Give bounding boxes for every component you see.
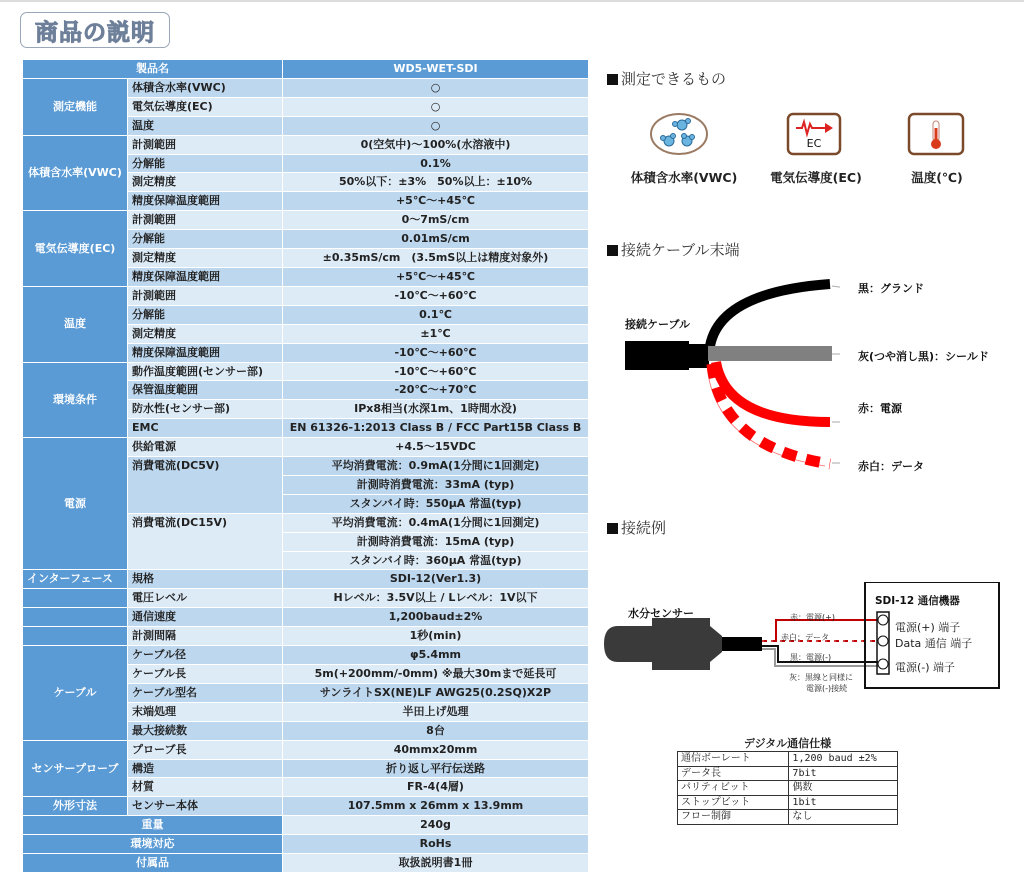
comm-label: データ長 (678, 766, 789, 781)
table-row (23, 646, 589, 665)
measurable-label-vwc: 体積含水率(VWC) (630, 170, 738, 185)
item-cell: ケーブル型名 (128, 683, 283, 702)
category-cell: センサープローブ (23, 740, 128, 797)
category-cell: 環境条件 (23, 362, 128, 438)
category-cell (23, 589, 128, 608)
item-cell: 保管温度範囲 (128, 381, 283, 400)
value-cell: ○ (283, 78, 589, 97)
item-cell: 分解能 (128, 305, 283, 324)
category-cell (23, 608, 128, 627)
category-cell: 測定機能 (23, 78, 128, 135)
item-cell: 計測間隔 (128, 627, 283, 646)
value-cell: 1秒(min) (283, 627, 589, 646)
spec-header-row (23, 60, 589, 79)
category-cell: 体積含水率(VWC) (23, 135, 128, 211)
measurable-label-ec: 電気伝導度(EC) (770, 170, 862, 185)
water-molecules-icon (649, 112, 709, 160)
item-cell: 計測範囲 (128, 135, 283, 154)
value-cell: 計測時消費電流：15mA (typ) (283, 532, 589, 551)
value-cell: 0.1% (283, 154, 589, 173)
value-cell: 平均消費電流：0.9mA(1分間に1回測定) (283, 457, 589, 476)
comm-value: なし (789, 810, 898, 825)
wire-label-black-ground: 黒：電源(-) (790, 653, 832, 662)
value-cell: +4.5～15VDC (283, 438, 589, 457)
ec-signal-icon (786, 112, 842, 160)
thermometer-icon (907, 112, 965, 160)
value-cell: SDI-12(Ver1.3) (283, 570, 589, 589)
category-cell: ケーブル (23, 646, 128, 741)
table-row (23, 570, 589, 589)
value-cell: -10℃～+60℃ (283, 343, 589, 362)
measurable-label-temp: 温度(℃) (911, 170, 963, 185)
category-cell: 外形寸法 (23, 797, 128, 816)
item-cell: 通信速度 (128, 608, 283, 627)
value-cell: -10℃～+60℃ (283, 362, 589, 381)
measurable-heading: 測定できるもの (607, 68, 726, 89)
footer-label-cell: 重量 (23, 816, 283, 835)
item-cell: 精度保障温度範囲 (128, 192, 283, 211)
value-cell: 40mmx20mm (283, 740, 589, 759)
item-cell: 測定精度 (128, 173, 283, 192)
item-cell: 体積含水率(VWC) (128, 78, 283, 97)
table-row (23, 362, 589, 381)
value-cell: -10℃～+60℃ (283, 286, 589, 305)
spec-table (22, 59, 589, 873)
comm-row (678, 795, 898, 810)
value-cell: 5m(+200mm/-0mm) ※最大30mまで延長可 (283, 665, 589, 684)
item-cell: 計測範囲 (128, 286, 283, 305)
value-cell: +5℃～+45℃ (283, 267, 589, 286)
value-cell: ±1℃ (283, 324, 589, 343)
connection-heading: 接続例 (607, 517, 666, 538)
value-cell: ○ (283, 97, 589, 116)
value-cell: FR-4(4層) (283, 778, 589, 797)
item-cell: 分解能 (128, 230, 283, 249)
item-cell: 電圧レベル (128, 589, 283, 608)
comm-label: パリティビット (678, 781, 789, 796)
value-cell: 8台 (283, 721, 589, 740)
wire-label-data: 赤白：データ (781, 633, 829, 642)
square-bullet-icon (607, 523, 618, 534)
product-name-value: WD5-WET-SDI (283, 60, 589, 79)
value-cell: RoHs (283, 835, 589, 854)
value-cell: EN 61326-1:2013 Class B / FCC Part15B Class B (283, 419, 589, 438)
cable-label: 接続ケーブル (625, 318, 691, 331)
comm-label: 通信ボーレート (678, 752, 789, 767)
comm-row (678, 810, 898, 825)
value-cell: 取扱説明書1冊 (283, 854, 589, 873)
table-row (23, 608, 589, 627)
product-name-label: 製品名 (23, 60, 283, 79)
value-cell: 240g (283, 816, 589, 835)
item-cell: 電気伝導度(EC) (128, 97, 283, 116)
item-cell: ケーブル径 (128, 646, 283, 665)
wire-label-red: 赤：電源 (858, 402, 902, 415)
comm-row (678, 766, 898, 781)
cable-end-diagram (600, 272, 840, 486)
item-cell: 規格 (128, 570, 283, 589)
item-cell: EMC (128, 419, 283, 438)
value-cell: 0～7mS/cm (283, 211, 589, 230)
item-cell: 防水性(センサー部) (128, 400, 283, 419)
item-cell: 最大接続数 (128, 721, 283, 740)
footer-label-cell: 環境対応 (23, 835, 283, 854)
item-cell: 測定精度 (128, 324, 283, 343)
table-row (23, 797, 589, 816)
value-cell: IPx8相当(水深1m、1時間水没) (283, 400, 589, 419)
svg-text:EC: EC (806, 137, 822, 150)
item-cell: 消費電流(DC15V) (128, 513, 283, 570)
item-cell: 計測範囲 (128, 211, 283, 230)
footer-label-cell: 付属品 (23, 854, 283, 873)
item-cell: プローブ長 (128, 740, 283, 759)
table-row (23, 740, 589, 759)
page-title-box (20, 12, 170, 48)
wire-label-gray-line1: 灰：黒線と同様に (789, 673, 853, 682)
wire-label-gray-line2: 電源(-)接続 (806, 684, 848, 693)
value-cell: 0.01mS/cm (283, 230, 589, 249)
item-cell: ケーブル長 (128, 665, 283, 684)
wire-label-red-power: 赤：電源(+) (790, 613, 835, 622)
item-cell: センサー本体 (128, 797, 283, 816)
value-cell: 0.1℃ (283, 305, 589, 324)
item-cell: 分解能 (128, 154, 283, 173)
terminal-data: Data 通信 端子 (895, 637, 973, 650)
table-row (23, 816, 589, 835)
value-cell: サンライトSX(NE)LF AWG25(0.2SQ)X2P (283, 683, 589, 702)
page-title: 商品の説明 (35, 19, 155, 46)
cable-end-heading: 接続ケーブル末端 (607, 239, 740, 260)
table-row (23, 627, 589, 646)
wire-label-red-white: 赤白：データ (858, 460, 924, 473)
value-cell: 0(空気中)～100%(水溶液中) (283, 135, 589, 154)
value-cell: -20℃～+70℃ (283, 381, 589, 400)
item-cell: 温度 (128, 116, 283, 135)
value-cell: 107.5mm x 26mm x 13.9mm (283, 797, 589, 816)
item-cell: 消費電流(DC5V) (128, 457, 283, 514)
category-cell: 電源 (23, 438, 128, 570)
comm-label: フロー制御 (678, 810, 789, 825)
item-cell: 構造 (128, 759, 283, 778)
value-cell: スタンバイ時：550μA 常温(typ) (283, 494, 589, 513)
comm-value: 7bit (789, 766, 898, 781)
square-bullet-icon (607, 245, 618, 256)
item-cell: 精度保障温度範囲 (128, 343, 283, 362)
value-cell: 50%以下：±3% 50%以上：±10% (283, 173, 589, 192)
digital-comm-table (677, 751, 898, 825)
item-cell: 測定精度 (128, 249, 283, 268)
table-row (23, 286, 589, 305)
comm-value: 1bit (789, 795, 898, 810)
comm-value: 偶数 (789, 781, 898, 796)
square-bullet-icon (607, 74, 618, 85)
terminal-power-plus: 電源(+) 端子 (895, 621, 961, 634)
item-cell: 材質 (128, 778, 283, 797)
table-row (23, 835, 589, 854)
comm-row (678, 752, 898, 767)
item-cell: 動作温度範囲(センサー部) (128, 362, 283, 381)
value-cell: 計測時消費電流：33mA (typ) (283, 475, 589, 494)
comm-label: ストップビット (678, 795, 789, 810)
value-cell: Hレベル：3.5V以上 / Lレベル：1V以下 (283, 589, 589, 608)
value-cell: 1,200baud±2% (283, 608, 589, 627)
sensor-label: 水分センサー (628, 607, 694, 620)
comm-value: 1,200 baud ±2% (789, 752, 898, 767)
value-cell: ±0.35mS/cm (3.5mS以上は精度対象外) (283, 249, 589, 268)
item-cell: 供給電源 (128, 438, 283, 457)
value-cell: 平均消費電流：0.4mA(1分間に1回測定) (283, 513, 589, 532)
device-title: SDI-12 通信機器 (875, 595, 960, 607)
item-cell: 末端処理 (128, 702, 283, 721)
table-row (23, 589, 589, 608)
terminal-power-minus: 電源(-) 端子 (895, 661, 956, 674)
wire-label-black: 黒：グランド (858, 282, 924, 295)
value-cell: 半田上げ処理 (283, 702, 589, 721)
category-cell: インターフェース (23, 570, 128, 589)
comm-row (678, 781, 898, 796)
category-cell: 温度 (23, 286, 128, 362)
category-cell (23, 627, 128, 646)
table-row (23, 211, 589, 230)
table-row (23, 135, 589, 154)
wire-label-gray: 灰(つや消し黒)：シールド (858, 350, 989, 363)
value-cell: +5℃～+45℃ (283, 192, 589, 211)
value-cell: ○ (283, 116, 589, 135)
category-cell: 電気伝導度(EC) (23, 211, 128, 287)
table-row (23, 854, 589, 873)
value-cell: スタンバイ時：360μA 常温(typ) (283, 551, 589, 570)
item-cell: 精度保障温度範囲 (128, 267, 283, 286)
table-row (23, 78, 589, 97)
value-cell: φ5.4mm (283, 646, 589, 665)
value-cell: 折り返し平行伝送路 (283, 759, 589, 778)
digital-comm-title: デジタル通信仕様 (743, 737, 832, 750)
table-row (23, 438, 589, 457)
